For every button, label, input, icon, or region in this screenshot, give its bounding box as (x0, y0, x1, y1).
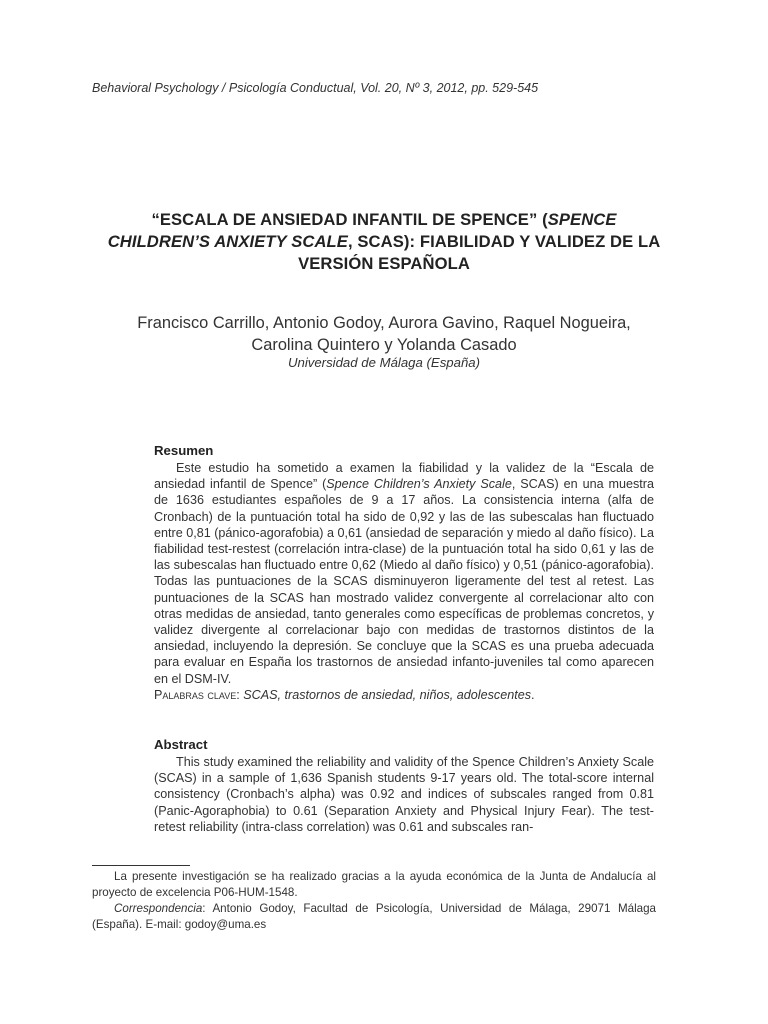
journal-citation: Behavioral Psychology / Psicología Conductual, Vol. 20, Nº 3, 2012, pp. 529-545 (92, 81, 539, 95)
affiliation: Universidad de Málaga (España) (287, 355, 481, 370)
abstract-body: This study examined the reliability and validity of the Spence Children’s Anxiety Scale (SCAS) in a sample of 1,636 Spanish students 9-17 years old. The total-score internal consistency (Cronbach’s alpha) was 0.92 and indices of subscales ranged from 0.81 (Panic-Agoraphobia) to 0.61 (Separation Anxiety and Physical Injury Fear). The test-retest reliability (intra-class correlation) was 0.61 and subscales ran- (154, 755, 654, 834)
keywords-label: Palabras clave (154, 687, 237, 702)
footnotes (92, 869, 656, 933)
resumen-heading: Resumen (154, 443, 214, 458)
resumen-section (154, 443, 654, 703)
authors-line-1: Francisco Carrillo, Antonio Godoy, Aurora Gavino, Raquel Nogueira, (137, 314, 631, 332)
correspondence-text: Antonio Godoy, Facultad de Psicología, Universidad de Málaga, 29071 Málaga (España). E-mail: godoy@uma.es (92, 902, 656, 931)
title-text-end: , SCAS): FIABILIDAD Y VALIDEZ DE LA VERSIÓN ESPAÑOLA (298, 232, 661, 273)
resumen-body (154, 460, 654, 687)
article-title (100, 209, 668, 275)
authors-line-2: Carolina Quintero y Yolanda Casado (251, 336, 517, 354)
title-italic-text: SPENCE CHILDREN’S ANXIETY SCALE (107, 210, 617, 251)
correspondence-label: Correspondencia (114, 902, 203, 915)
footnote-funding: La presente investigación se ha realizado gracias a la ayuda económica de la Junta de Andalucía al proyecto de excelencia P06-HUM-1548. (92, 870, 656, 899)
keywords: Palabras clave: SCAS, trastornos de ansiedad, niños, adolescentes. (154, 687, 535, 702)
footnote-divider (92, 865, 190, 866)
abstract-heading: Abstract (154, 737, 208, 752)
resumen-text-a: Este estudio ha sometido a examen la fiabilidad y la validez de la “Escala de ansiedad infantil de Spence” ( (154, 461, 654, 492)
keywords-list: SCAS, trastornos de ansiedad, niños, adolescentes (243, 687, 531, 702)
abstract-section (154, 737, 654, 835)
resumen-text-italic: Spence Children’s Anxiety Scale (326, 477, 512, 492)
resumen-text-b: , SCAS) en una muestra de 1636 estudiantes españoles de 9 a 17 años. La consistencia interna (alfa de Cronbach) de la puntuación total ha sido de 0,92 y las de las subescalas han fluctuado entre 0,81 (pánico-agorafobia) a 0,61 (ansiedad de separación y miedo al daño físico). La fiabilidad test-restest (correlación intra-clase) de la puntuación total ha sido 0,61 y las de las subescalas han fluctuado entre 0,62 (Miedo al daño físico) y 0,51 (pánico-agorafobia). Todas las puntuaciones de la SCAS disminuyeron ligeramente del test al retest. Las puntuaciones de la SCAS han mostrado validez convergente al correlacionar alto con otras medidas de ansiedad, tanto generales como específicas de problemas concretos, y validez divergente al correlacionar bajo con medidas de trastornos distintos de la ansiedad, incluyendo la depresión. Se concluye que la SCAS es una prueba adecuada para evaluar en España los trastornos de ansiedad infanto-juveniles tal como aparecen en el DSM-IV. (154, 477, 654, 686)
authors (60, 312, 708, 356)
title-text: “ESCALA DE ANSIEDAD INFANTIL DE SPENCE” ( (151, 210, 548, 229)
footnote-correspondence: Correspondencia: Antonio Godoy, Facultad de Psicología, Universidad de Málaga, 29071 Málaga (España). E-mail: godoy@uma.es (92, 902, 656, 931)
